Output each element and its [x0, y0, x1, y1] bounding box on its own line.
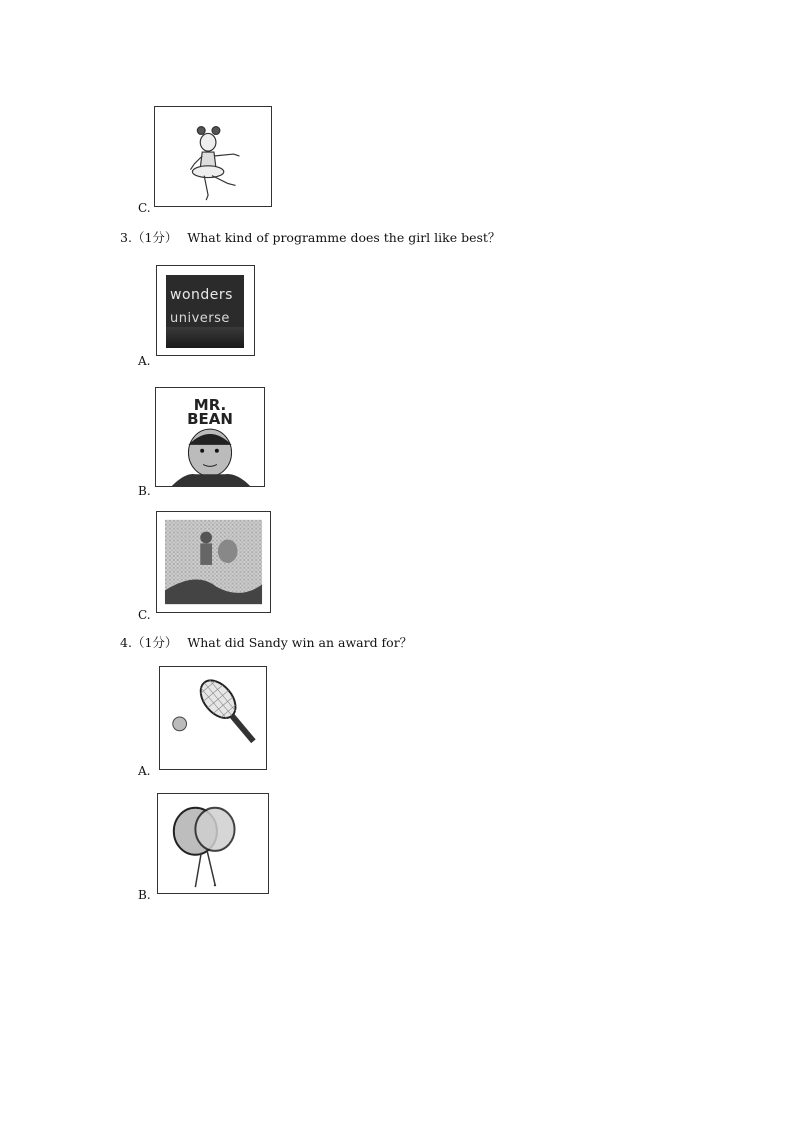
face-portrait-icon — [156, 388, 264, 486]
q4-number: 4. — [120, 635, 132, 650]
poster-title-line1: wonders — [170, 287, 233, 303]
q2-option-c-image[interactable] — [154, 106, 272, 207]
poster-title-line1: MR. — [193, 396, 227, 414]
q4-option-b-label: B. — [138, 888, 151, 902]
q3-option-c-image[interactable] — [156, 511, 271, 613]
ballet-dancer-icon — [155, 107, 271, 206]
q4-option-a-label: A. — [138, 764, 151, 778]
q3-score: （1分） — [131, 230, 178, 245]
cartoon-scene-icon — [157, 512, 270, 612]
poster-title-line2: universe — [170, 311, 230, 326]
q2-option-c-label: C. — [138, 201, 151, 215]
q3-number: 3. — [120, 230, 132, 245]
q4-text: What did Sandy win an award for？ — [187, 635, 413, 650]
q3-option-b-label: B. — [138, 484, 151, 498]
q4-score: （1分） — [131, 635, 178, 650]
badminton-rackets-icon — [158, 794, 268, 893]
q4-option-b-image[interactable] — [157, 793, 269, 894]
q3-option-b-image[interactable] — [155, 387, 265, 487]
q3-option-a-image[interactable] — [156, 265, 255, 356]
q4-question — [120, 635, 412, 651]
q3-question — [120, 230, 500, 246]
tennis-racket-icon — [160, 667, 266, 769]
q3-option-c-label: C. — [138, 608, 151, 622]
q4-option-a-image[interactable] — [159, 666, 267, 770]
q3-option-a-label: A. — [138, 354, 151, 368]
universe-poster — [166, 275, 244, 348]
poster-title-line2: BEAN — [187, 410, 233, 428]
q3-text: What kind of programme does the girl like best？ — [187, 230, 501, 245]
